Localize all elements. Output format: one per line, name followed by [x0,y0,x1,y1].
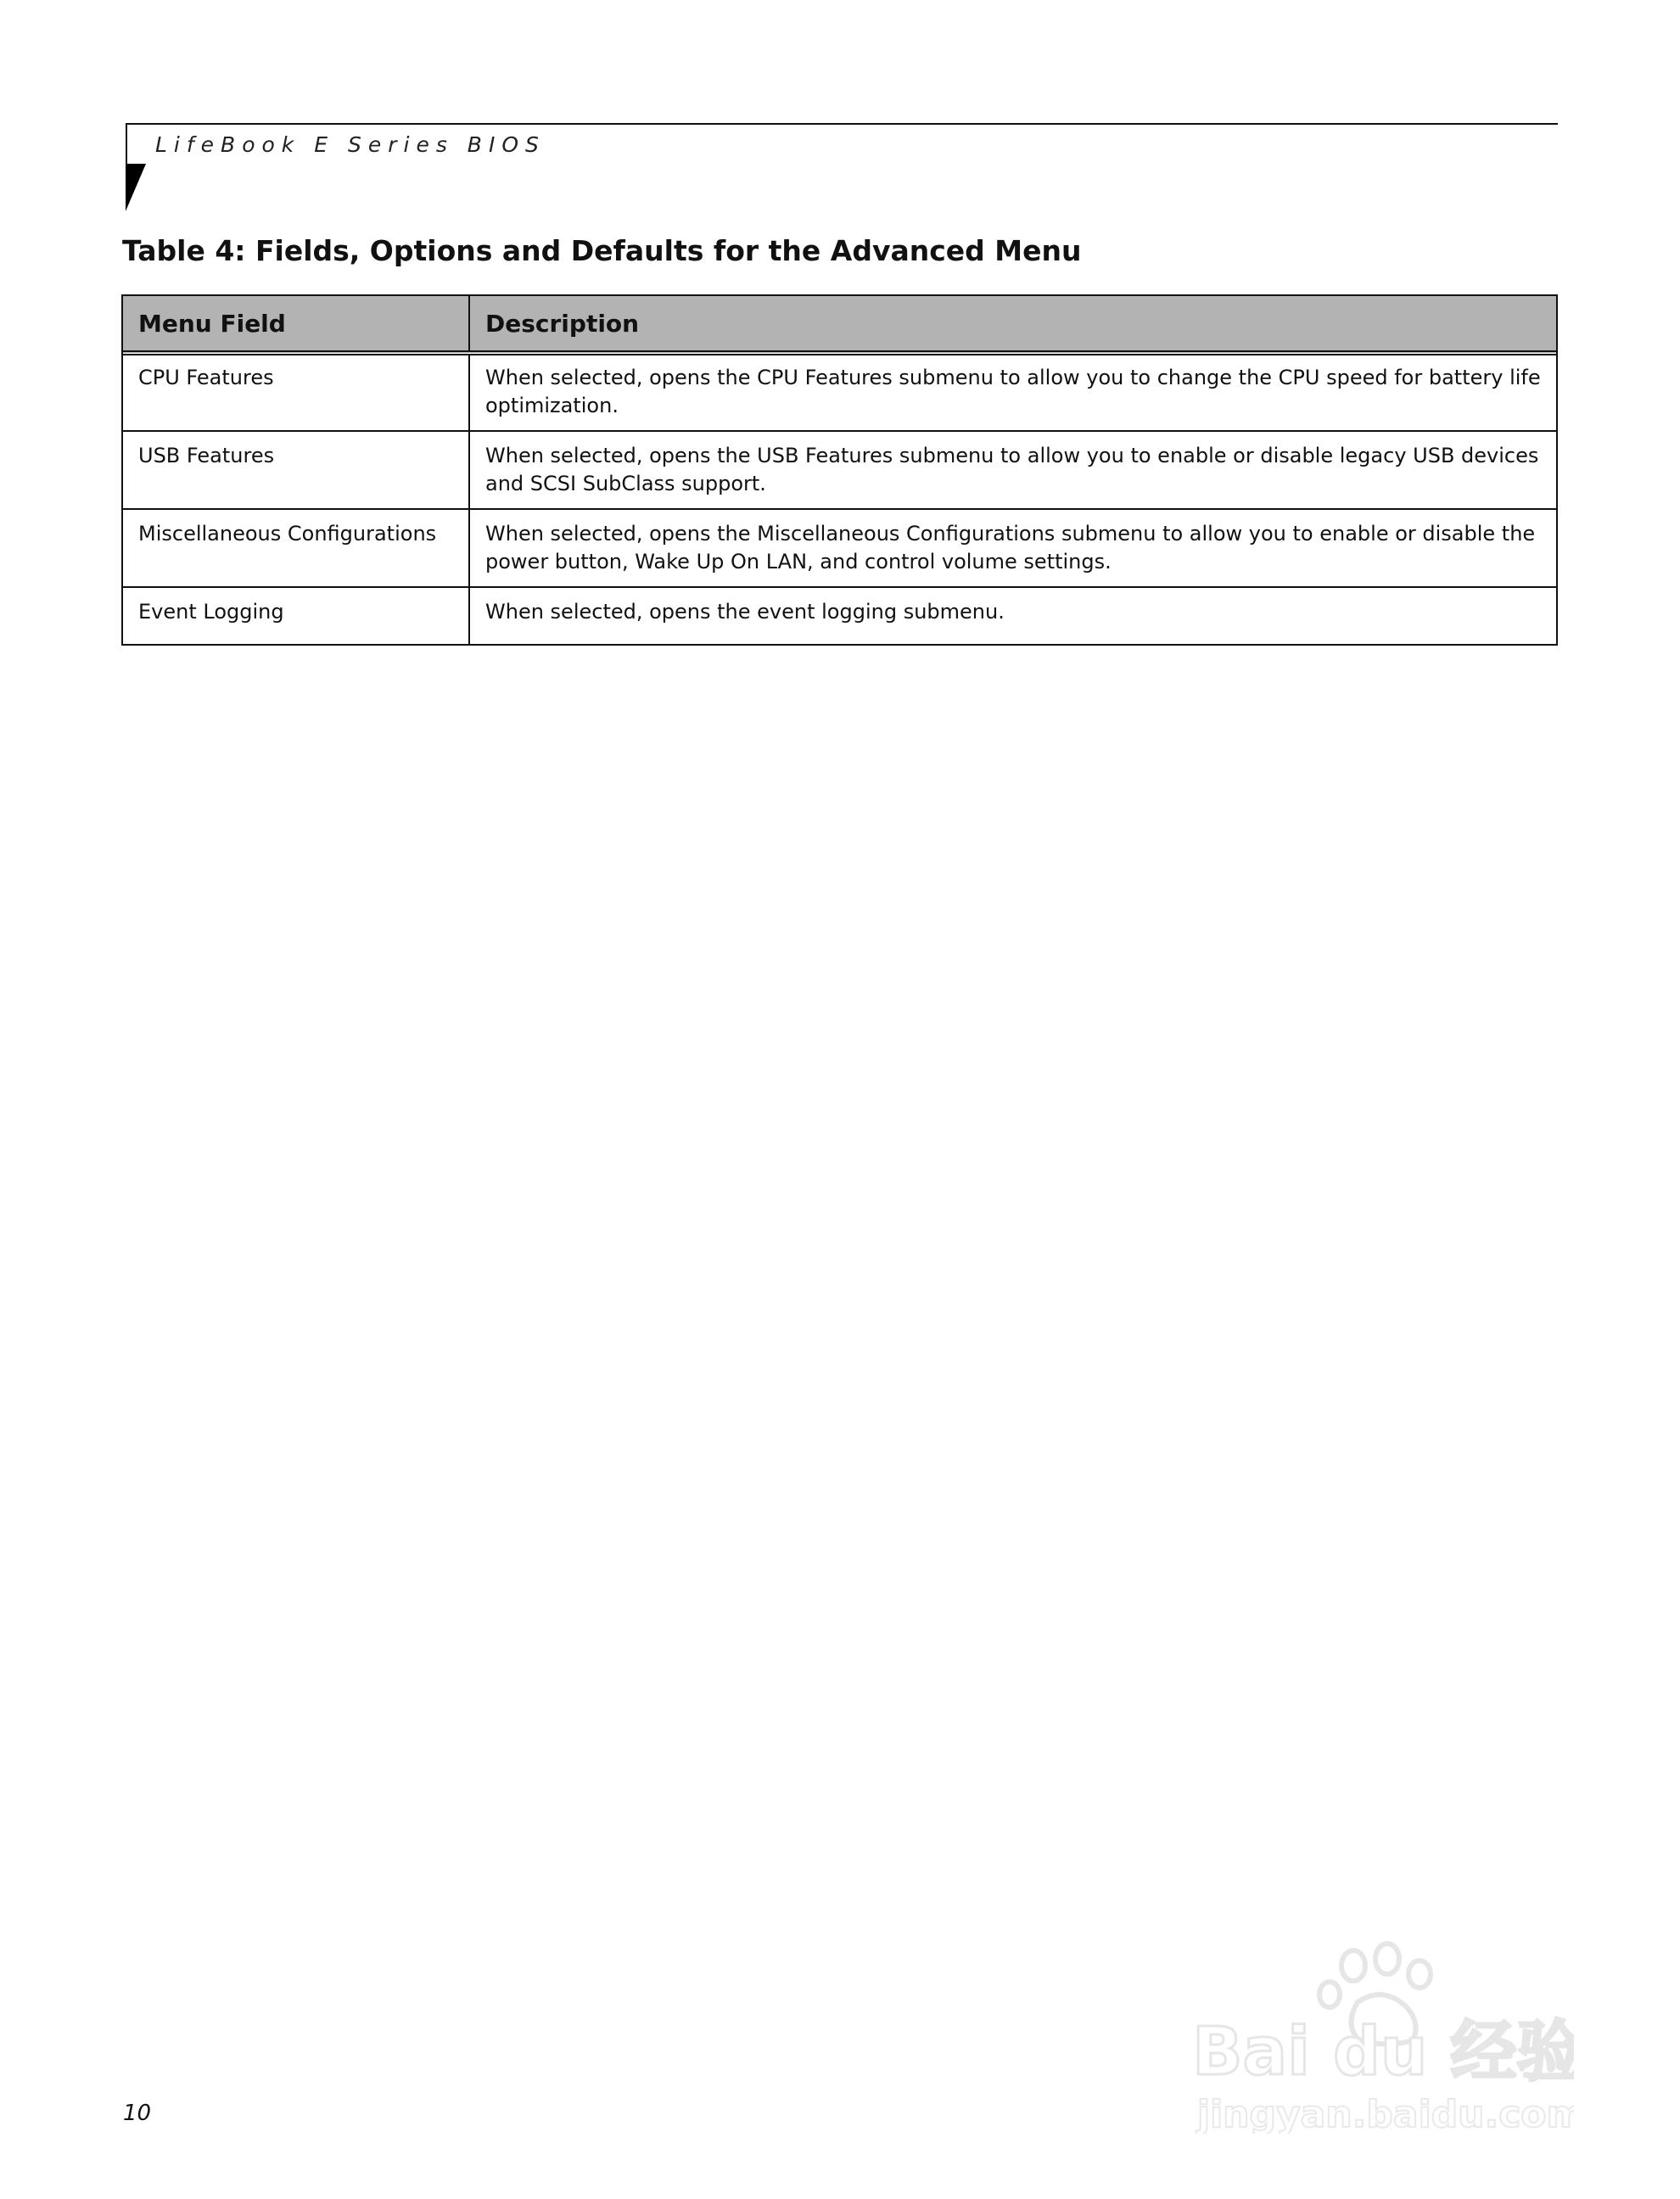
running-head: LifeBook E Series BIOS [155,132,546,157]
description-cell: When selected, opens the Miscellaneous Configurations submenu to allow you to enable or disable the power button, Wake Up On LAN, and control volume settings. [469,509,1556,587]
description-cell: When selected, opens the CPU Features submenu to allow you to change the CPU speed for battery life optimization. [469,353,1556,431]
table-row [123,431,1556,509]
description-cell: When selected, opens the USB Features submenu to allow you to enable or disable legacy USB devices and SCSI SubClass support. [469,431,1556,509]
advanced-menu-table [121,294,1558,646]
table-row [123,587,1556,644]
menu-field-cell: USB Features [123,431,469,509]
table-title: Table 4: Fields, Options and Defaults for the Advanced Menu [122,234,1082,267]
column-header-description: Description [469,296,1556,353]
watermark-brand: Bai du 经验 [1192,2014,1574,2090]
menu-field-cell: CPU Features [138,366,274,389]
watermark-url: jingyan.baidu.com [1197,2093,1574,2134]
column-header-menu-field: Menu Field [123,296,469,353]
table-row [123,353,1556,431]
menu-field-cell: Miscellaneous Configurations [123,509,469,587]
header-vertical-rule [126,123,127,164]
header-wedge-mark [126,164,146,211]
menu-field-cell: Event Logging [123,587,469,644]
baidu-watermark-logo [1184,1939,1574,2134]
description-cell: When selected, opens the event logging submenu. [469,587,1556,644]
header-rule [126,123,1558,125]
page-number: 10 [123,2101,152,2126]
table-header-row [123,296,1556,353]
table-row [123,509,1556,587]
